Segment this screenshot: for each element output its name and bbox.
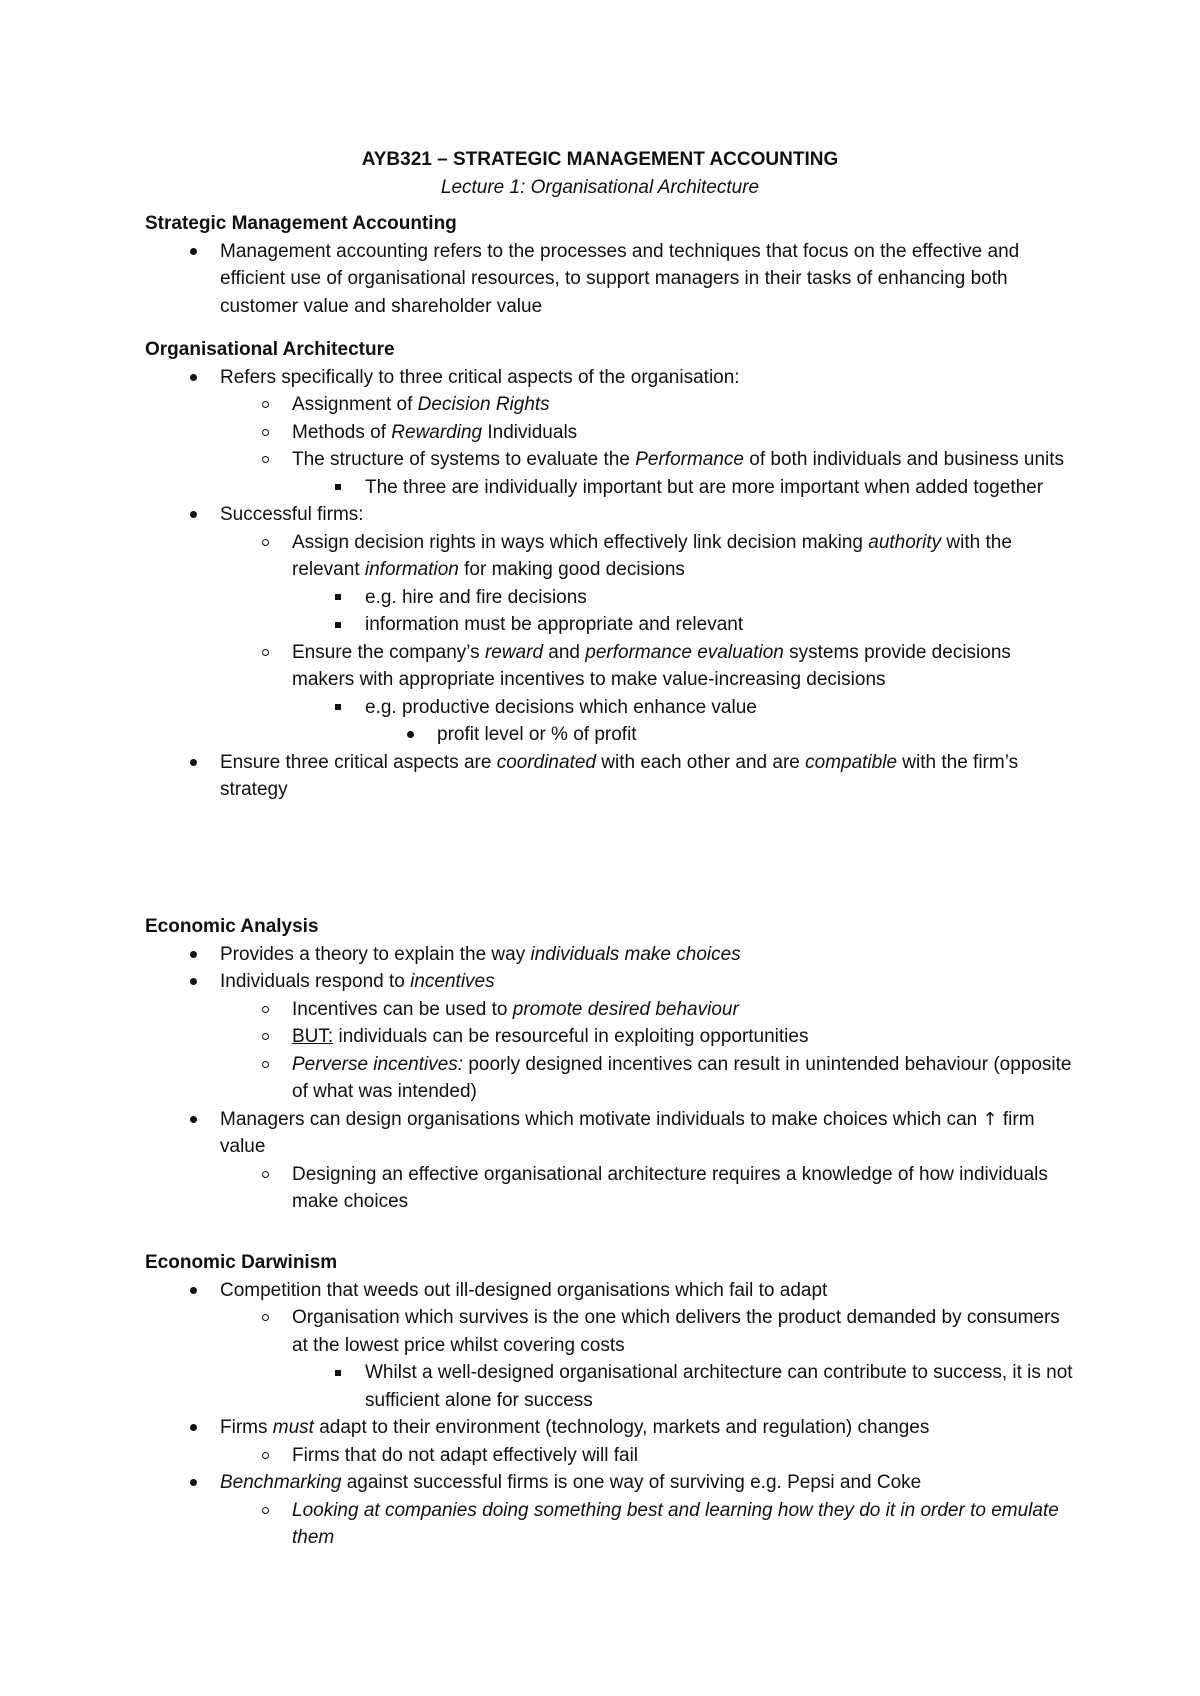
bullet-circle xyxy=(255,391,275,419)
bullet-square xyxy=(328,694,348,722)
bullet-circle xyxy=(255,1497,275,1525)
bullet-disc xyxy=(400,721,420,749)
bullet-disc xyxy=(183,1106,203,1134)
list-item: Individuals respond to incentives xyxy=(145,968,1075,996)
bullet-circle xyxy=(255,639,275,667)
section-economic-analysis xyxy=(145,913,1075,1216)
list-item: Whilst a well-designed organisational architecture can contribute to success, it is not sufficient alone for success xyxy=(145,1359,1075,1414)
bullet-circle xyxy=(255,446,275,474)
document-subtitle: Lecture 1: Organisational Architecture xyxy=(440,177,760,198)
list-item: information must be appropriate and relevant xyxy=(145,611,1075,639)
bullet-circle xyxy=(255,1161,275,1189)
bullet-circle xyxy=(255,1442,275,1470)
list-item: Ensure three critical aspects are coordinated with each other and are compatible with the firm’s strategy xyxy=(145,749,1075,804)
section-heading: Economic Darwinism xyxy=(145,1252,338,1273)
bullet-square xyxy=(328,584,348,612)
section-strategic-management-accounting xyxy=(145,210,1075,320)
list-item: The structure of systems to evaluate the Performance of both individuals and business units xyxy=(145,446,1075,474)
list-item: profit level or % of profit xyxy=(145,721,1075,749)
bullet-disc xyxy=(183,501,203,529)
list-item: Looking at companies doing something best and learning how they do it in order to emulate them xyxy=(145,1497,1075,1552)
section-heading: Organisational Architecture xyxy=(145,339,395,360)
list-item: Perverse incentives: poorly designed incentives can result in unintended behaviour (opposite of what was intended) xyxy=(145,1051,1075,1106)
list-item: Ensure the company’s reward and performance evaluation systems provide decisions makers with appropriate incentives to make value-increasing decisions xyxy=(145,639,1075,694)
list-item: e.g. hire and fire decisions xyxy=(145,584,1075,612)
bullet-disc xyxy=(183,1414,203,1442)
bullet-disc xyxy=(183,749,203,777)
list-item: The three are individually important but are more important when added together xyxy=(145,474,1075,502)
bullet-square xyxy=(328,1359,348,1387)
bullet-disc xyxy=(183,1277,203,1305)
document-title: AYB321 – STRATEGIC MANAGEMENT ACCOUNTING xyxy=(361,149,839,170)
bullet-circle xyxy=(255,419,275,447)
list-item: Assignment of Decision Rights xyxy=(145,391,1075,419)
bullet-disc xyxy=(183,1469,203,1497)
list-item: Management accounting refers to the processes and techniques that focus on the effective and efficient use of organisational resources, to support managers in their tasks of enhancing both customer value and shareholder value xyxy=(145,238,1075,321)
up-arrow-icon: ↑ xyxy=(982,1108,998,1130)
bullet-square xyxy=(328,611,348,639)
bullet-circle xyxy=(255,996,275,1024)
list-item: Benchmarking against successful firms is one way of surviving e.g. Pepsi and Coke xyxy=(145,1469,1075,1497)
list-item: e.g. productive decisions which enhance value xyxy=(145,694,1075,722)
list-item: Firms that do not adapt effectively will fail xyxy=(145,1442,1075,1470)
list-item: Refers specifically to three critical aspects of the organisation: xyxy=(145,364,1075,392)
bullet-disc xyxy=(183,968,203,996)
bullet-disc xyxy=(183,941,203,969)
list-item: Incentives can be used to promote desired behaviour xyxy=(145,996,1075,1024)
list-item: Organisation which survives is the one which delivers the product demanded by consumers at the lowest price whilst covering costs xyxy=(145,1304,1075,1359)
section-economic-darwinism xyxy=(145,1249,1075,1552)
bullet-circle xyxy=(255,1023,275,1051)
bullet-circle xyxy=(255,1051,275,1079)
bullet-disc xyxy=(183,238,203,266)
list-item: Provides a theory to explain the way individuals make choices xyxy=(145,941,1075,969)
list-item: Methods of Rewarding Individuals xyxy=(145,419,1075,447)
list-item: Successful firms: xyxy=(145,501,1075,529)
bullet-circle xyxy=(255,1304,275,1332)
section-heading: Strategic Management Accounting xyxy=(145,213,457,234)
section-organisational-architecture xyxy=(145,336,1075,804)
list-item: Firms must adapt to their environment (technology, markets and regulation) changes xyxy=(145,1414,1075,1442)
list-item: Designing an effective organisational architecture requires a knowledge of how individuals make choices xyxy=(145,1161,1075,1216)
bullet-square xyxy=(328,474,348,502)
bullet-disc xyxy=(183,364,203,392)
section-heading: Economic Analysis xyxy=(145,916,319,937)
list-item: BUT: individuals can be resourceful in exploiting opportunities xyxy=(145,1023,1075,1051)
list-item: Assign decision rights in ways which effectively link decision making authority with the relevant information for making good decisions xyxy=(145,529,1075,584)
list-item: Competition that weeds out ill-designed organisations which fail to adapt xyxy=(145,1277,1075,1305)
list-item: Managers can design organisations which motivate individuals to make choices which can ↑ firm value xyxy=(145,1106,1075,1161)
bullet-circle xyxy=(255,529,275,557)
